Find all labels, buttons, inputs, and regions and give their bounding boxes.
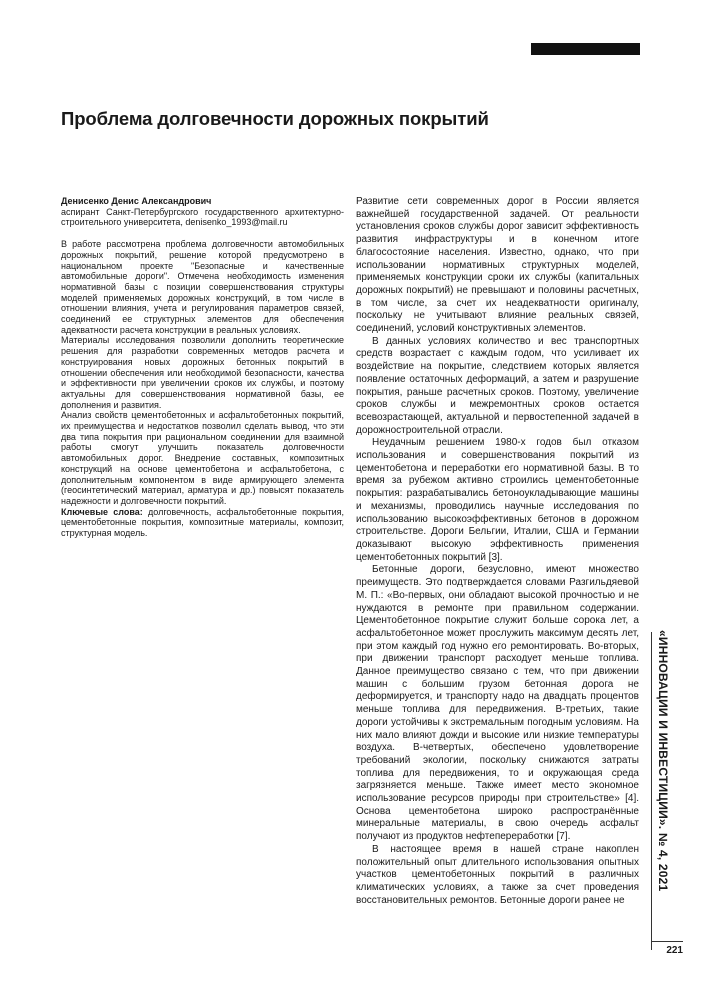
abstract-paragraph: В работе рассмотрена проблема долговечности автомобильных дорожных покрытий, решение которой предусмотрено в национальном проекте "Безопасные и качественные автомобильные дороги". Отмечена необходимость изменения нормативной базы с позиции совершенствования структуры моделей применяемых дорожных конструкций, в том числе в отношении влияния, учета и регулирования параметров связей, соединений ее структурных элементов для обеспечения адекватности расчета конструкции в реальных условиях.	[61, 239, 344, 335]
journal-running-head: «ИННОВАЦИИ И ИНВЕСТИЦИИ». № 4, 2021	[656, 630, 670, 892]
header-bar	[531, 43, 640, 55]
body-paragraph: Бетонные дороги, безусловно, имеют множество преимуществ. Это подтверждается словами Разгильдяевой М. П.: «Во-первых, они обладают высокой прочностью и не нуждаются в ремонте при правильном содержании. Цементобетонное покрытие служит больше сорока лет, а асфальтобетонное может прослужить максимум десять лет, при этом каждый год нужно его ремонтировать. Во-вторых, при движении транспорт расходует меньше топлива. Данное преимущество связано с тем, что при движении машин с большим грузом бетонная дорога не деформируется, и транспорту надо на двадцать процентов меньше топлива для передвижения. В-третьих, такие дороги устойчивы к экстремальным погодным условиям. На них мало влияют дожди и высокие или низкие температуры воздуха. В-четвертых, обеспечено удовлетворение требований экологии, поскольку снижаются затраты топлива для передвижения, то и окружающая среда загрязняется меньше. Также имеет место экономное использование ресурсов природы при строительстве» [4]. Основа цементобетона широко распространённые минеральные материалы, в свою очередь асфальт получают из продуктов нефтепереработки [7].	[356, 564, 639, 843]
page-number-rule	[651, 941, 683, 942]
margin-rule	[651, 632, 652, 950]
body-paragraph: В данных условиях количество и вес транспортных средств возрастает с каждым годом, что усиливает их воздействие на покрытие, следствием которых является появление остаточных деформаций, а затем и разрушение покрытия, раньше расчетных сроков. Поэтому, увеличение сроков службы и межремонтных сроков остается всевозрастающей, актуальной и первостепенной задачей в дорожностроительной отрасли.	[356, 335, 639, 436]
keywords	[61, 507, 344, 539]
right-column	[356, 196, 639, 907]
author-affiliation: аспирант Санкт-Петербургского государственного архитектурно-строительного университета, denisenko_1993@mail.ru	[61, 206, 344, 228]
body-paragraph: Развитие сети современных дорог в России является важнейшей государственной задачей. От реальности установления сроков службы дорог зависит эффективность развития инфраструктуры и в конечном итоге благосостояние населения. Известно, однако, что при использовании нормативных структурных моделей, применяемых конструкции сроки их службы (капитальных дорожных покрытий) не превышают и половины расчетных, в том числе, за счет их неадекватности оригиналу, поскольку не учитывают влияние реальных связей, соединений, условий конструктивных элементов.	[356, 196, 639, 335]
body-paragraph: В настоящее время в нашей стране накоплен положительный опыт длительного использования опытных участков цементобетонных покрытий в различных климатических условиях, а также за счет проведения восстановительных ремонтов. Бетонные дороги ранее не	[356, 843, 639, 906]
page-number: 221	[666, 945, 683, 956]
keywords-label: Ключевые слова:	[61, 506, 143, 517]
abstract-paragraph: Анализ свойств цементобетонных и асфальтобетонных покрытий, их преимущества и недостатков позволил сделать вывод, что эти два типа покрытия при рациональном соединении для взаимной работы смогут улучшить показатель долговечности автомобильных дорог. Внедрение составных, композитных конструкций на основе цементобетона и асфальтобетона, с дополнительным компонентом в виде армирующего элемента (геосинтетический материал, арматура и др.) повысят показатель надежности и долговечности покрытий.	[61, 410, 344, 506]
keywords-text: долговечность, асфальтобетонные покрытия, цементобетонные покрытия, композитные материалы, композит, структурная модель.	[61, 506, 344, 539]
spacer	[61, 228, 344, 239]
body-paragraph: Неудачным решением 1980-х годов был отказом использования и совершенствования покрытий из цементобетона и переработки его нормативной базы. В то время за рубежом активно строились цементобетонные покрытия: разрабатывались бетоноукладывающие машины и механизмы, проводились научные исследования по использованию высокоэффективных бетонов в дорожном строительстве. Дороги Бельгии, Италии, США и Германии доказывают высокую эффективность применения цементобетонных покрытий [3].	[356, 437, 639, 563]
abstract-paragraph: Материалы исследования позволили дополнить теоретические решения для разработки современных методов расчета и конструирования новых дорожных бетонных покрытий в отношении обеспечения или необходимой безопасности, качества и эффективности при увеличении сроков их службы, и поэтому актуальны для совершенствования нормативной базы, ее дополнения и развития.	[61, 335, 344, 410]
author-name: Денисенко Денис Александрович	[61, 196, 212, 206]
article-title: Проблема долговечности дорожных покрытий	[61, 108, 489, 129]
left-column	[61, 196, 344, 539]
